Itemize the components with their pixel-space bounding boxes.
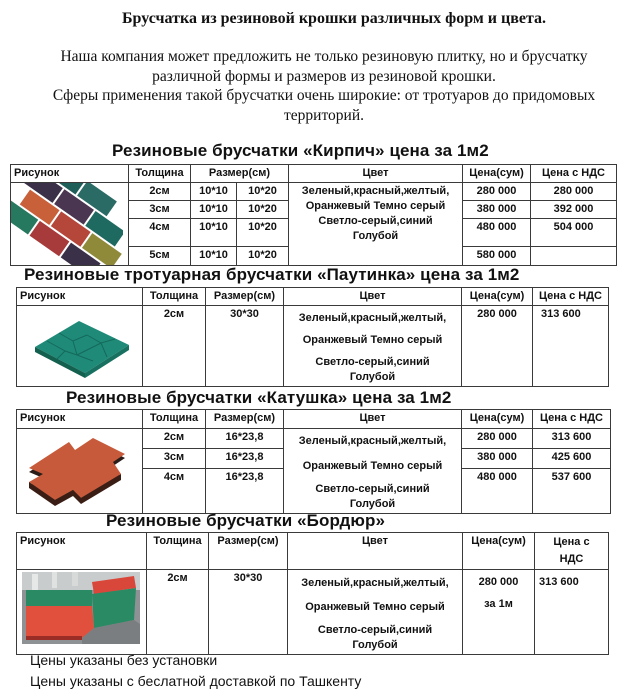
cell-thickness: 4см bbox=[143, 468, 206, 513]
cell-price: 280 000 bbox=[462, 306, 533, 387]
header-price-vat-line: Цена с bbox=[553, 536, 590, 548]
curb-photo-icon bbox=[22, 572, 140, 644]
header-size: Размер(см) bbox=[209, 533, 288, 570]
cell-thickness: 2см bbox=[143, 429, 206, 449]
note-no-installation: Цены указаны без установки bbox=[30, 652, 218, 668]
cell-size: 30*30 bbox=[206, 306, 284, 387]
cell-size-b: 10*20 bbox=[237, 247, 289, 266]
cell-size-b: 10*20 bbox=[237, 183, 289, 201]
header-price-vat bbox=[535, 533, 609, 570]
intro-paragraph bbox=[20, 47, 628, 125]
header-picture: Рисунок bbox=[11, 165, 129, 183]
cell-price: 380 000 bbox=[463, 201, 531, 219]
price-value: 280 000 bbox=[478, 576, 519, 588]
cell-thickness: 2см bbox=[143, 306, 206, 387]
cell-thickness: 2см bbox=[147, 570, 209, 655]
color-line: Голубой bbox=[352, 230, 399, 242]
cell-price-vat: 392 000 bbox=[531, 201, 617, 219]
price-table-katushka bbox=[16, 409, 611, 514]
header-size: Размер(см) bbox=[206, 410, 284, 429]
header-price: Цена(сум) bbox=[462, 410, 533, 429]
cell-colors bbox=[284, 306, 462, 387]
price-table-kirpich bbox=[10, 164, 617, 266]
cell-price-vat: 537 600 bbox=[533, 468, 611, 513]
header-price-vat: Цена с НДС bbox=[531, 165, 617, 183]
cell-price: 480 000 bbox=[462, 468, 533, 513]
header-thickness: Толщина bbox=[129, 165, 191, 183]
cell-size: 16*23,8 bbox=[206, 448, 284, 468]
color-line: Светло-серый,синий bbox=[318, 215, 433, 227]
price-table-bordyur bbox=[16, 532, 609, 655]
cell-price-vat: 313 600 bbox=[533, 306, 609, 387]
color-line: Светло-серый,синий bbox=[317, 624, 433, 636]
table-row bbox=[17, 306, 609, 387]
section-title-kirpich: Резиновые брусчатки «Кирпич» цена за 1м2 bbox=[112, 141, 489, 160]
intro-line: Сферы применения такой брусчатки очень широкие: от тротуаров до придомовых bbox=[52, 87, 596, 104]
intro-line: различной формы и размеров из резиновой крошки. bbox=[152, 67, 496, 85]
web-pattern-tile-icon bbox=[17, 307, 141, 385]
cell-price-vat: 313 600 bbox=[535, 570, 609, 655]
cell-price: 480 000 bbox=[463, 219, 531, 247]
cell-size-a: 10*10 bbox=[191, 201, 237, 219]
cell-size: 16*23,8 bbox=[206, 468, 284, 513]
section-title-pautinka: Резиновые тротуарная брусчатки «Паутинка» цена за 1м2 bbox=[24, 265, 520, 284]
note-free-delivery: Цены указаны с беслатной доставкой по Ташкенту bbox=[30, 673, 362, 689]
header-size: Размер(см) bbox=[206, 288, 284, 306]
color-line: Голубой bbox=[349, 371, 396, 383]
cell-price-vat: 313 600 bbox=[533, 429, 611, 449]
cell-size-b: 10*20 bbox=[237, 219, 289, 247]
cell-price-vat: 280 000 bbox=[531, 183, 617, 201]
intro-line: территорий. bbox=[284, 106, 364, 124]
header-thickness: Толщина bbox=[143, 410, 206, 429]
section-title-katushka: Резиновые брусчатки «Катушка» цена за 1м2 bbox=[66, 388, 452, 407]
header-picture: Рисунок bbox=[17, 410, 143, 429]
curb-photo-image bbox=[17, 570, 147, 655]
color-line: Оранжевый Темно серый bbox=[302, 460, 443, 472]
price-note: за 1м bbox=[484, 598, 513, 610]
header-price: Цена(сум) bbox=[463, 165, 531, 183]
header-price-vat: Цена с НДС bbox=[533, 410, 611, 429]
spool-paver-icon bbox=[17, 432, 141, 510]
header-color: Цвет bbox=[284, 410, 462, 429]
cell-thickness: 2см bbox=[129, 183, 191, 201]
cell-price-vat bbox=[531, 247, 617, 266]
cell-colors bbox=[288, 570, 463, 655]
section-title-bordyur: Резиновые брусчатки «Бордюр» bbox=[106, 511, 386, 530]
color-line: Светло-серый,синий bbox=[315, 356, 430, 368]
color-line: Голубой bbox=[352, 639, 398, 651]
color-line: Голубой bbox=[349, 498, 396, 510]
cell-colors bbox=[289, 183, 463, 266]
cell-size-a: 10*10 bbox=[191, 183, 237, 201]
web-pattern-tile-image bbox=[17, 306, 143, 387]
header-color: Цвет bbox=[284, 288, 462, 306]
color-line: Зеленый,красный,желтый, bbox=[298, 435, 447, 447]
header-color: Цвет bbox=[289, 165, 463, 183]
cell-size-b: 10*20 bbox=[237, 201, 289, 219]
color-line: Зеленый,красный,желтый, bbox=[301, 577, 449, 589]
header-picture: Рисунок bbox=[17, 288, 143, 306]
cell-thickness: 5см bbox=[129, 247, 191, 266]
header-price: Цена(сум) bbox=[462, 288, 533, 306]
cell-price: 280 000 bbox=[463, 183, 531, 201]
cell-thickness: 3см bbox=[129, 201, 191, 219]
cell-size-a: 10*10 bbox=[191, 219, 237, 247]
cell-price-vat: 425 600 bbox=[533, 448, 611, 468]
table-row bbox=[11, 183, 617, 201]
cell-size: 16*23,8 bbox=[206, 429, 284, 449]
spool-paver-image bbox=[17, 429, 143, 514]
color-line: Оранжевый Темно серый bbox=[302, 334, 443, 346]
brick-paver-image bbox=[11, 183, 129, 266]
intro-line: Наша компания может предложить не только резиновую плитку, но и брусчатку bbox=[60, 48, 588, 65]
color-line: Оранжевый Темно серый bbox=[305, 601, 445, 613]
table-row bbox=[17, 570, 609, 655]
color-line: Зеленый,красный,желтый, bbox=[301, 185, 450, 197]
table-row bbox=[17, 429, 611, 449]
cell-price bbox=[463, 570, 535, 655]
header-price-vat: Цена с НДС bbox=[533, 288, 609, 306]
header-thickness: Толщина bbox=[147, 533, 209, 570]
price-table-pautinka bbox=[16, 287, 609, 387]
header-color: Цвет bbox=[288, 533, 463, 570]
header-picture: Рисунок bbox=[17, 533, 147, 570]
header-price-vat-line: НДС bbox=[559, 553, 584, 565]
cell-price: 380 000 bbox=[462, 448, 533, 468]
cell-price-vat: 504 000 bbox=[531, 219, 617, 247]
cell-price: 580 000 bbox=[463, 247, 531, 266]
cell-size: 30*30 bbox=[209, 570, 288, 655]
cell-colors bbox=[284, 429, 462, 514]
cell-thickness: 4см bbox=[129, 219, 191, 247]
document-title: Брусчатка из резиновой крошки различных форм и цвета. bbox=[121, 10, 547, 27]
color-line: Светло-серый,синий bbox=[315, 483, 430, 495]
cell-thickness: 3см bbox=[143, 448, 206, 468]
color-line: Зеленый,красный,желтый, bbox=[298, 312, 447, 324]
header-price: Цена(сум) bbox=[463, 533, 535, 570]
color-line: Оранжевый Темно серый bbox=[305, 200, 446, 212]
cell-size-a: 10*10 bbox=[191, 247, 237, 266]
header-size: Размер(см) bbox=[191, 165, 289, 183]
header-thickness: Толщина bbox=[143, 288, 206, 306]
brick-paver-icon bbox=[11, 183, 123, 265]
cell-price: 280 000 bbox=[462, 429, 533, 449]
